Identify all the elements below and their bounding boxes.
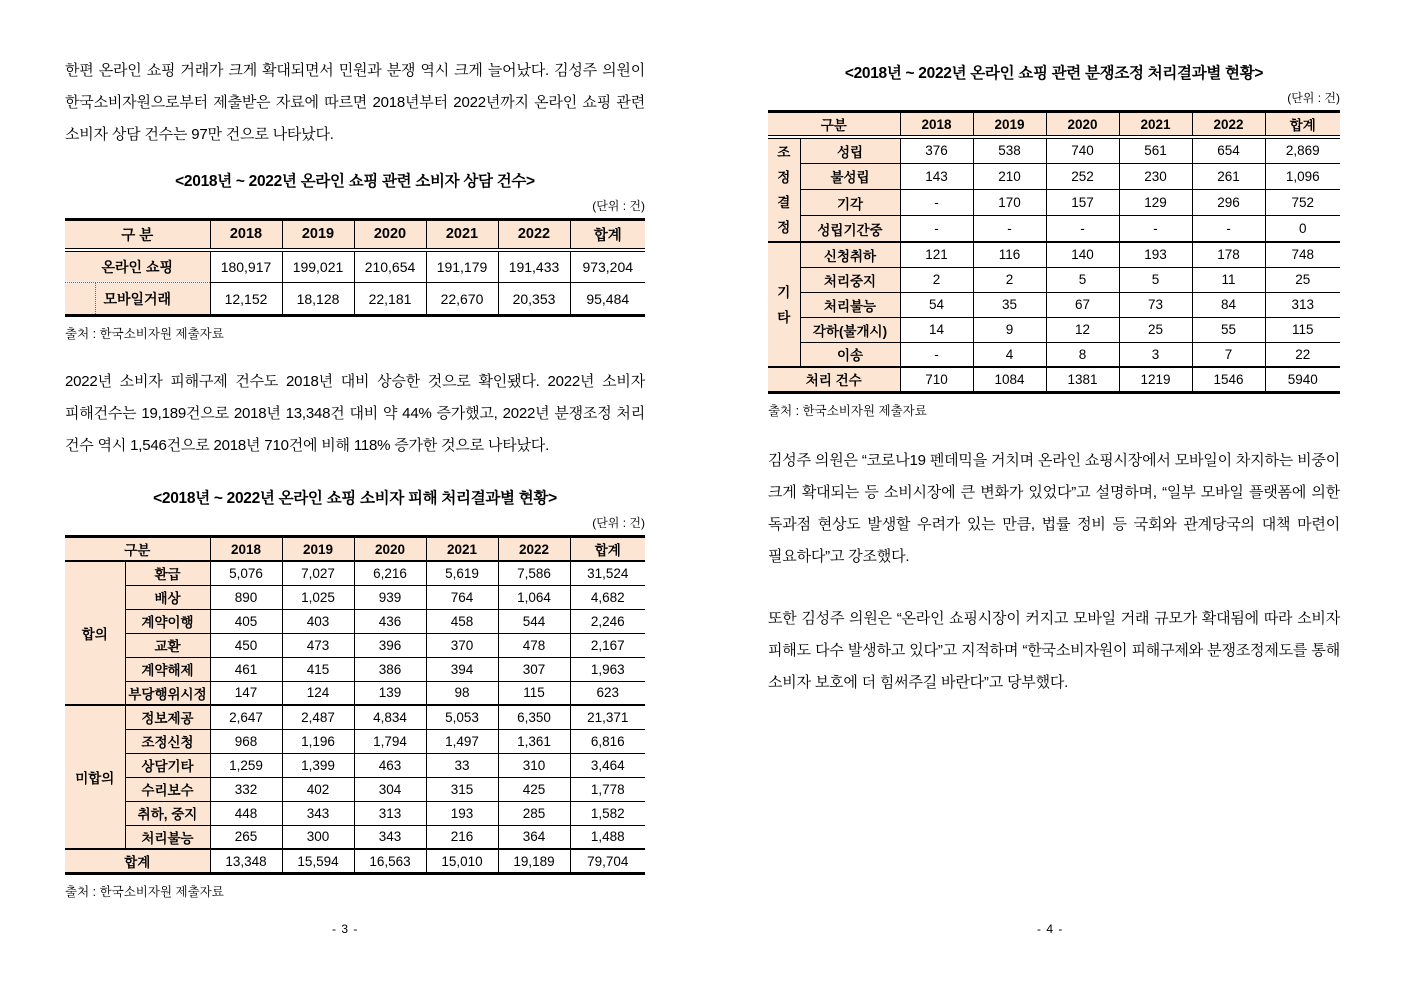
data-cell: 1,096 bbox=[1265, 163, 1340, 189]
data-cell: 304 bbox=[354, 777, 426, 801]
footer-data-cell: 13,348 bbox=[210, 849, 282, 874]
data-cell: 403 bbox=[282, 609, 354, 633]
data-cell: 216 bbox=[426, 825, 498, 849]
data-cell: 6,216 bbox=[354, 561, 426, 585]
column-header: 합계 bbox=[1265, 112, 1340, 138]
data-cell: 4,682 bbox=[570, 585, 645, 609]
footer-data-cell: 710 bbox=[900, 367, 973, 392]
data-cell: 21,371 bbox=[570, 705, 645, 729]
data-cell: 31,524 bbox=[570, 561, 645, 585]
data-cell: 5 bbox=[1046, 267, 1119, 292]
data-cell: 210,654 bbox=[354, 250, 426, 283]
row-group-cell bbox=[768, 137, 800, 242]
body-paragraph: 김성주 의원은 “코로나19 펜데믹을 거치며 온라인 쇼핑시장에서 모바일이 차지하는 비중이 크게 확대되는 등 소비시장에 큰 변화가 있었다”고 설명하며, “일부 모바일 플랫폼에 의한 독과점 현상도 발생할 우려가 있는 만큼, 법률 정비 등 국회와 관계당국의 대책 마련이 필요하다”고 강조했다. bbox=[768, 451, 1340, 565]
data-cell: 1,025 bbox=[282, 585, 354, 609]
column-header: 2021 bbox=[426, 537, 498, 562]
data-cell: - bbox=[1046, 216, 1119, 242]
data-cell: 450 bbox=[210, 633, 282, 657]
footer-data-cell: 79,704 bbox=[570, 849, 645, 874]
data-cell: 1,064 bbox=[498, 585, 570, 609]
row-label: 수리보수 bbox=[125, 777, 210, 801]
data-cell: 313 bbox=[354, 801, 426, 825]
data-cell: 2,869 bbox=[1265, 137, 1340, 163]
data-cell: 35 bbox=[973, 292, 1046, 317]
data-cell: 3 bbox=[1119, 342, 1192, 367]
data-cell: 178 bbox=[1192, 242, 1265, 267]
footer-data-cell: 1381 bbox=[1046, 367, 1119, 392]
data-cell: 973,204 bbox=[570, 250, 645, 283]
footer-data-cell: 1546 bbox=[1192, 367, 1265, 392]
row-label: 각하(불개시) bbox=[800, 317, 900, 342]
data-cell: 115 bbox=[1265, 317, 1340, 342]
data-cell: 6,350 bbox=[498, 705, 570, 729]
source-note: 출처 : 한국소비자원 제출자료 bbox=[65, 327, 224, 341]
data-cell: - bbox=[900, 342, 973, 367]
data-cell: 1,196 bbox=[282, 729, 354, 753]
data-cell: 157 bbox=[1046, 190, 1119, 216]
data-cell: 14 bbox=[900, 317, 973, 342]
data-cell: - bbox=[1119, 216, 1192, 242]
row-label: 계약해제 bbox=[125, 657, 210, 681]
damage-resolution-table bbox=[65, 535, 645, 875]
data-cell: 4,834 bbox=[354, 705, 426, 729]
data-cell: 461 bbox=[210, 657, 282, 681]
column-header: 2020 bbox=[1046, 112, 1119, 138]
data-cell: 1,497 bbox=[426, 729, 498, 753]
table-title-damage-resolution: <2018년 ~ 2022년 온라인 쇼핑 소비자 피해 처리결과별 현황> bbox=[153, 490, 557, 507]
row-label: 교환 bbox=[125, 633, 210, 657]
data-cell: 265 bbox=[210, 825, 282, 849]
row-label: 이송 bbox=[800, 342, 900, 367]
data-cell: 376 bbox=[900, 137, 973, 163]
data-cell: 252 bbox=[1046, 163, 1119, 189]
column-header-category: 구분 bbox=[768, 112, 900, 138]
data-cell: 300 bbox=[282, 825, 354, 849]
data-cell: 18,128 bbox=[282, 283, 354, 316]
row-label: 처리중지 bbox=[800, 267, 900, 292]
data-cell: 448 bbox=[210, 801, 282, 825]
row-label: 계약이행 bbox=[125, 609, 210, 633]
data-cell: 2,246 bbox=[570, 609, 645, 633]
data-cell: 121 bbox=[900, 242, 973, 267]
data-cell: 463 bbox=[354, 753, 426, 777]
data-cell: 332 bbox=[210, 777, 282, 801]
unit-label: (단위 : 건) bbox=[592, 516, 645, 530]
data-cell: 2,487 bbox=[282, 705, 354, 729]
data-cell: 654 bbox=[1192, 137, 1265, 163]
data-cell: 478 bbox=[498, 633, 570, 657]
body-paragraph: 2022년 소비자 피해구제 건수도 2018년 대비 상승한 것으로 확인됐다. 2022년 소비자 피해건수는 19,189건으로 2018년 13,348건 대비 약 44% 증가했고, 2022년 분쟁조정 처리 건수 역시 1,546건으로 2018년 710건에 비해 118% 증가한 것으로 나타났다. bbox=[65, 373, 645, 454]
column-header: 2019 bbox=[282, 537, 354, 562]
row-label: 온라인 쇼핑 bbox=[65, 250, 210, 283]
row-group-label: 합의 bbox=[81, 627, 108, 642]
row-group-label: 미합의 bbox=[75, 771, 115, 786]
data-cell: 1,259 bbox=[210, 753, 282, 777]
data-cell: 2 bbox=[973, 267, 1046, 292]
data-cell: 12,152 bbox=[210, 283, 282, 316]
data-cell: - bbox=[973, 216, 1046, 242]
row-label: 환급 bbox=[125, 561, 210, 585]
data-cell: 386 bbox=[354, 657, 426, 681]
footer-data-cell: 19,189 bbox=[498, 849, 570, 874]
data-cell: 968 bbox=[210, 729, 282, 753]
footer-data-cell: 15,594 bbox=[282, 849, 354, 874]
row-label: 조정신청 bbox=[125, 729, 210, 753]
data-cell: 415 bbox=[282, 657, 354, 681]
data-cell: 748 bbox=[1265, 242, 1340, 267]
data-cell: 1,361 bbox=[498, 729, 570, 753]
data-cell: 7,027 bbox=[282, 561, 354, 585]
row-label: 상담기타 bbox=[125, 753, 210, 777]
data-cell: 538 bbox=[973, 137, 1046, 163]
document-page-4 bbox=[768, 55, 1340, 699]
row-label: 모바일거래 bbox=[65, 283, 210, 316]
data-cell: 394 bbox=[426, 657, 498, 681]
data-cell: 191,433 bbox=[498, 250, 570, 283]
data-cell: 7,586 bbox=[498, 561, 570, 585]
data-cell: 98 bbox=[426, 681, 498, 705]
data-cell: 129 bbox=[1119, 190, 1192, 216]
data-cell: 193 bbox=[426, 801, 498, 825]
data-cell: 458 bbox=[426, 609, 498, 633]
data-cell: 473 bbox=[282, 633, 354, 657]
page-number: - 3 - bbox=[332, 922, 359, 936]
data-cell: 116 bbox=[973, 242, 1046, 267]
data-cell: 230 bbox=[1119, 163, 1192, 189]
data-cell: 396 bbox=[354, 633, 426, 657]
data-cell: 67 bbox=[1046, 292, 1119, 317]
body-paragraph: 한편 온라인 쇼핑 거래가 크게 확대되면서 민원과 분쟁 역시 크게 늘어났다. 김성주 의원이 한국소비자원으로부터 제출받은 자료에 따르면 2018년부터 2022년까지 온라인 쇼핑 관련 소비자 상담 건수는 97만 건으로 나타났다. bbox=[65, 62, 645, 143]
data-cell: 124 bbox=[282, 681, 354, 705]
column-header: 2018 bbox=[210, 220, 282, 250]
data-cell: 25 bbox=[1265, 267, 1340, 292]
footer-label: 처리 건수 bbox=[768, 367, 900, 392]
column-header-category: 구 분 bbox=[65, 220, 210, 250]
row-group-cell bbox=[65, 705, 125, 849]
data-cell: 1,778 bbox=[570, 777, 645, 801]
column-header: 2019 bbox=[973, 112, 1046, 138]
data-cell: 0 bbox=[1265, 216, 1340, 242]
data-cell: 199,021 bbox=[282, 250, 354, 283]
data-cell: 343 bbox=[282, 801, 354, 825]
data-cell: 11 bbox=[1192, 267, 1265, 292]
data-cell: 12 bbox=[1046, 317, 1119, 342]
column-header: 2022 bbox=[1192, 112, 1265, 138]
row-label: 처리불능 bbox=[800, 292, 900, 317]
data-cell: 1,399 bbox=[282, 753, 354, 777]
footer-label: 합계 bbox=[65, 849, 210, 874]
row-group-label: 기타 bbox=[777, 284, 791, 325]
data-cell: 307 bbox=[498, 657, 570, 681]
data-cell: 170 bbox=[973, 190, 1046, 216]
source-note: 출처 : 한국소비자원 제출자료 bbox=[65, 885, 224, 899]
source-note: 출처 : 한국소비자원 제출자료 bbox=[768, 403, 927, 418]
column-header: 합계 bbox=[570, 537, 645, 562]
data-cell: 5,076 bbox=[210, 561, 282, 585]
row-group-label: 조정결정 bbox=[777, 145, 791, 235]
data-cell: 143 bbox=[900, 163, 973, 189]
table-title-consultations: <2018년 ~ 2022년 온라인 쇼핑 관련 소비자 상담 건수> bbox=[175, 173, 535, 190]
data-cell: 5,619 bbox=[426, 561, 498, 585]
data-cell: 7 bbox=[1192, 342, 1265, 367]
data-cell: 5 bbox=[1119, 267, 1192, 292]
data-cell: 9 bbox=[973, 317, 1046, 342]
column-header: 2018 bbox=[210, 537, 282, 562]
data-cell: 310 bbox=[498, 753, 570, 777]
column-header: 2021 bbox=[1119, 112, 1192, 138]
column-header: 2022 bbox=[498, 220, 570, 250]
data-cell: 436 bbox=[354, 609, 426, 633]
data-cell: 3,464 bbox=[570, 753, 645, 777]
row-label: 신청취하 bbox=[800, 242, 900, 267]
data-cell: 315 bbox=[426, 777, 498, 801]
row-label: 불성립 bbox=[800, 163, 900, 189]
data-cell: 22 bbox=[1265, 342, 1340, 367]
footer-data-cell: 1219 bbox=[1119, 367, 1192, 392]
column-header: 합계 bbox=[570, 220, 645, 250]
consultation-count-table bbox=[65, 218, 645, 317]
data-cell: 1,488 bbox=[570, 825, 645, 849]
footer-data-cell: 15,010 bbox=[426, 849, 498, 874]
row-label: 배상 bbox=[125, 585, 210, 609]
row-label: 정보제공 bbox=[125, 705, 210, 729]
data-cell: 8 bbox=[1046, 342, 1119, 367]
footer-data-cell: 5940 bbox=[1265, 367, 1340, 392]
column-header: 2020 bbox=[354, 220, 426, 250]
data-cell: 193 bbox=[1119, 242, 1192, 267]
data-cell: 623 bbox=[570, 681, 645, 705]
column-header: 2020 bbox=[354, 537, 426, 562]
data-cell: 370 bbox=[426, 633, 498, 657]
data-cell: 6,816 bbox=[570, 729, 645, 753]
data-cell: 5,053 bbox=[426, 705, 498, 729]
data-cell: 1,582 bbox=[570, 801, 645, 825]
data-cell: - bbox=[900, 190, 973, 216]
row-label: 성립 bbox=[800, 137, 900, 163]
data-cell: 73 bbox=[1119, 292, 1192, 317]
data-cell: 296 bbox=[1192, 190, 1265, 216]
data-cell: 180,917 bbox=[210, 250, 282, 283]
data-cell: 405 bbox=[210, 609, 282, 633]
data-cell: 764 bbox=[426, 585, 498, 609]
data-cell: 364 bbox=[498, 825, 570, 849]
row-group-cell bbox=[768, 242, 800, 367]
data-cell: 1,963 bbox=[570, 657, 645, 681]
row-label: 취하, 중지 bbox=[125, 801, 210, 825]
unit-label: (단위 : 건) bbox=[592, 199, 645, 213]
row-label: 처리불능 bbox=[125, 825, 210, 849]
data-cell: 544 bbox=[498, 609, 570, 633]
data-cell: 33 bbox=[426, 753, 498, 777]
row-label: 기각 bbox=[800, 190, 900, 216]
data-cell: 210 bbox=[973, 163, 1046, 189]
data-cell: 25 bbox=[1119, 317, 1192, 342]
data-cell: 84 bbox=[1192, 292, 1265, 317]
document-page-3 bbox=[65, 55, 645, 900]
data-cell: 22,670 bbox=[426, 283, 498, 316]
data-cell: 343 bbox=[354, 825, 426, 849]
data-cell: 2 bbox=[900, 267, 973, 292]
data-cell: 2,167 bbox=[570, 633, 645, 657]
column-header: 2022 bbox=[498, 537, 570, 562]
column-header: 2021 bbox=[426, 220, 498, 250]
data-cell: 140 bbox=[1046, 242, 1119, 267]
data-cell: 425 bbox=[498, 777, 570, 801]
column-header: 2018 bbox=[900, 112, 973, 138]
row-label: 부당행위시정 bbox=[125, 681, 210, 705]
body-paragraph: 또한 김성주 의원은 “온라인 쇼핑시장이 커지고 모바일 거래 규모가 확대됨에 따라 소비자 피해도 다수 발생하고 있다”고 지적하며 “한국소비자원이 피해구제와 분쟁조정제도를 통해 소비자 보호에 더 힘써주길 바란다”고 당부했다. bbox=[768, 609, 1340, 691]
row-label: 성립기간중 bbox=[800, 216, 900, 242]
data-cell: 890 bbox=[210, 585, 282, 609]
unit-label: (단위 : 건) bbox=[1287, 91, 1340, 105]
data-cell: 2,647 bbox=[210, 705, 282, 729]
data-cell: 191,179 bbox=[426, 250, 498, 283]
data-cell: 752 bbox=[1265, 190, 1340, 216]
data-cell: 261 bbox=[1192, 163, 1265, 189]
row-group-cell bbox=[65, 561, 125, 705]
data-cell: 313 bbox=[1265, 292, 1340, 317]
data-cell: 740 bbox=[1046, 137, 1119, 163]
data-cell: 402 bbox=[282, 777, 354, 801]
data-cell: 561 bbox=[1119, 137, 1192, 163]
footer-data-cell: 16,563 bbox=[354, 849, 426, 874]
data-cell: 139 bbox=[354, 681, 426, 705]
footer-data-cell: 1084 bbox=[973, 367, 1046, 392]
data-cell: 147 bbox=[210, 681, 282, 705]
data-cell: 115 bbox=[498, 681, 570, 705]
dispute-mediation-table bbox=[768, 110, 1340, 394]
page-number: - 4 - bbox=[1037, 922, 1064, 936]
data-cell: 95,484 bbox=[570, 283, 645, 316]
data-cell: 285 bbox=[498, 801, 570, 825]
data-cell: 22,181 bbox=[354, 283, 426, 316]
data-cell: 1,794 bbox=[354, 729, 426, 753]
data-cell: 939 bbox=[354, 585, 426, 609]
data-cell: 20,353 bbox=[498, 283, 570, 316]
column-header-category: 구분 bbox=[65, 537, 210, 562]
data-cell: 55 bbox=[1192, 317, 1265, 342]
data-cell: - bbox=[900, 216, 973, 242]
table-title-dispute-mediation: <2018년 ~ 2022년 온라인 쇼핑 관련 분쟁조정 처리결과별 현황> bbox=[844, 65, 1264, 82]
data-cell: - bbox=[1192, 216, 1265, 242]
column-header: 2019 bbox=[282, 220, 354, 250]
data-cell: 54 bbox=[900, 292, 973, 317]
data-cell: 4 bbox=[973, 342, 1046, 367]
